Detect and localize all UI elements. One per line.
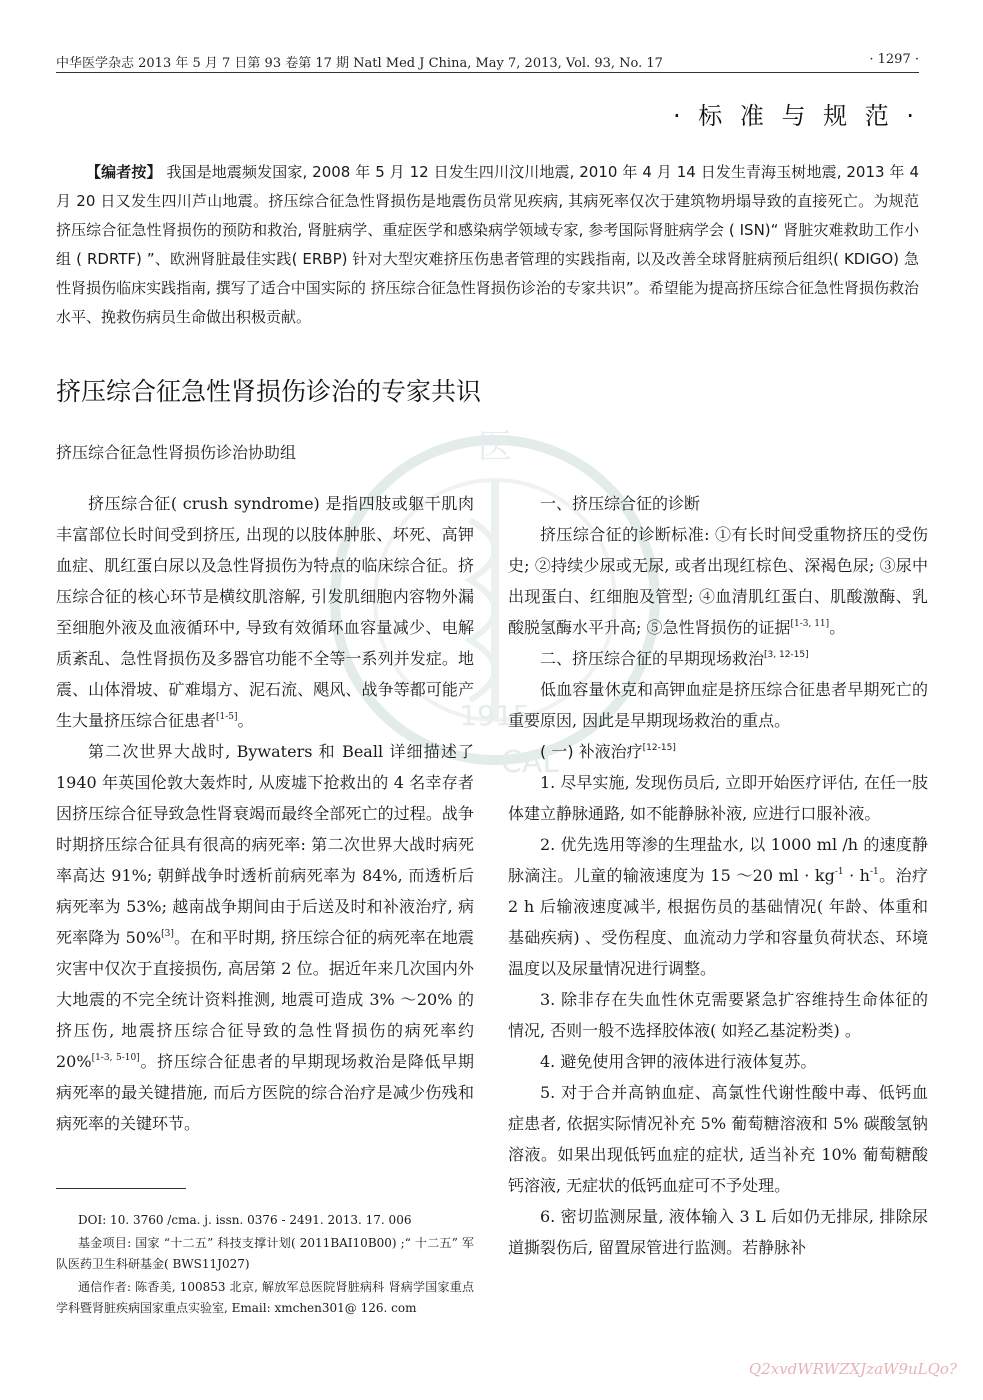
running-header	[56, 50, 919, 74]
diagnosis-criteria: 挤压综合征的诊断标准: ①有长时间受重物挤压的受伤史; ②持续少尿或无尿, 或者出现红棕色、深褐色尿; ③尿中出现蛋白、红细胞及管型; ④血清肌红蛋白、肌酸激酶、乳酸脱氢酶水平升高; ⑤急性肾损伤的证据[1-3, 11]。	[508, 525, 928, 637]
list-item: 5. 对于合并高钠血症、高氯性代谢性酸中毒、低钙血症患者, 依据实际情况补充 5% 葡萄糖溶液和 5% 碳酸氢钠溶液。如果出现低钙血症的症状, 适当补充 10% 葡萄糖酸钙溶液, 无症状的低钙血症可不予处理。	[508, 1083, 928, 1195]
section-heading-diagnosis: 一、挤压综合征的诊断	[540, 494, 701, 513]
section-heading-early-rescue: 二、挤压综合征的早期现场救治[3, 12-15]	[540, 649, 809, 668]
svg-text:CAL: CAL	[500, 745, 560, 780]
footnote-divider	[56, 1188, 186, 1189]
funding-note: 基金项目: 国家 “十二五” 科技支撑计划( 2011BAI10B00) ;“ 十二五” 军队医药卫生科研基金( BWS11J027)	[56, 1236, 474, 1271]
shock-paragraph: 低血容量休克和高钾血症是挤压综合征患者早期死亡的重要原因, 因此是早期现场救治的重点。	[508, 680, 928, 730]
svg-text:1915: 1915	[459, 699, 531, 732]
list-item: 1. 尽早实施, 发现伤员后, 立即开始医疗评估, 在任一肢体建立静脉通路, 如不能静脉补液, 应进行口服补液。	[508, 773, 928, 823]
history-paragraph: 第二次世界大战时, Bywaters 和 Beall 详细描述了 1940 年英国伦敦大轰炸时, 从废墟下抢救出的 4 名幸存者因挤压综合征导致急性肾衰竭而最终全部死亡的过程。战争时期挤压综合征具有很高的病死率: 第二次世界大战时病死率高达 91%; 朝鲜战争时透析前病死率为 84%, 而透析后病死率为 53%; 越南战争期间由于后送及时和补液治疗, 病死率降为 50%[3]。在和平时期, 挤压综合征的病死率在地震灾害中仅次于直接损伤, 高居第 2 位。据近年来几次国内外大地震的不完全统计资料推测, 地震可造成 3% ～20% 的挤压伤, 地震挤压综合征导致的急性肾损伤的病死率约 20%[1-3, 5-10]。挤压综合征患者的早期现场救治是降低早期病死率的最关键措施, 而后方医院的综合治疗是减少伤残和病死率的关键环节。	[56, 742, 474, 1133]
citation-ref: [3, 12-15]	[764, 650, 809, 660]
editor-note-text: 我国是地震频发国家, 2008 年 5 月 12 日发生四川汶川地震, 2010 年 4 月 14 日发生青海玉树地震, 2013 年 4 月 20 日又发生四川芦山地震。挤压综合征急性肾损伤是地震伤员常见疾病, 其病死率仅次于建筑物坍塌导致的直接死亡。为规范挤压综合征急性肾损伤的预防和救治, 肾脏病学、重症医学和感染病学领域专家, 参考国际肾脏病学会 ( ISN)“ 肾脏灾难救助工作小组 ( RDRTF) ”、欧洲肾脏最佳实践( ERBP) 针对大型灾难挤压伤患者管理的实践指南, 以及改善全球肾脏病预后组织( KDIGO) 急性肾损伤临床实践指南, 撰写了适合中国实际的 挤压综合征急性肾损伤诊治的专家共识”。希望能为提高挤压综合征急性肾损伤救治水平、挽救伤病员生命做出积极贡献。	[56, 163, 919, 326]
document-code: Q2xvdWRWZXJzaW9uLQo?	[748, 1360, 957, 1378]
citation-ref: [12-15]	[642, 743, 676, 753]
correspondence-note: 通信作者: 陈香美, 100853 北京, 解放军总医院肾脏病科 肾病学国家重点学科暨肾脏疾病国家重点实验室, Email: xmchen301@ 126. com	[56, 1280, 474, 1315]
list-item: 3. 除非存在失血性休克需要紧急扩容维持生命体征的情况, 否则一般不选择胶体液( 如羟乙基淀粉类) 。	[508, 990, 928, 1040]
citation-ref: [3]	[161, 929, 174, 939]
subsection-heading-fluid: ( 一) 补液治疗[12-15]	[540, 742, 676, 761]
doi-note: DOI: 10. 3760 /cma. j. issn. 0376 - 2491. 2013. 17. 006	[78, 1213, 412, 1227]
footnotes	[56, 1210, 474, 1321]
citation-ref: [1-3, 11]	[790, 619, 830, 629]
list-item: 6. 密切监测尿量, 液体输入 3 L 后如仍无排尿, 排除尿道撕裂伤后, 留置尿管进行监测。若静脉补	[508, 1207, 928, 1257]
citation-ref: [1-5]	[216, 712, 238, 722]
section-tag: · 标 准 与 规 范 ·	[672, 102, 919, 130]
list-item: 2. 优先选用等渗的生理盐水, 以 1000 ml /h 的速度静脉滴注。儿童的输液速度为 15 ～20 ml · $kg^{-1} \cdot h^{-1}$。治疗 2 h 后输液速度减半, 根据伤员的基础情况( 年龄、体重和基础疾病) 、受伤程度、血流动力学和容量负荷状态、环境温度以及尿量情况进行调整。	[508, 835, 928, 978]
page-number: · 1297 ·	[869, 52, 919, 67]
list-item: 4. 避免使用含钾的液体进行液体复苏。	[540, 1052, 817, 1071]
svg-text:医: 医	[478, 427, 512, 467]
editor-note-label: 【编者按】	[86, 163, 162, 181]
header-divider	[56, 72, 919, 73]
intro-paragraph: 挤压综合征( crush syndrome) 是指四肢或躯干肌肉丰富部位长时间受到挤压, 出现的以肢体肿胀、坏死、高钾血症、肌红蛋白尿以及急性肾损伤为特点的临床综合征。挤压综合征的核心环节是横纹肌溶解, 引发肌细胞内容物外漏至细胞外液及血液循环中, 导致有效循环血容量减少、电解质紊乱、急性肾损伤及多器官功能不全等一系列并发症。地震、山体滑坡、矿难塌方、泥石流、飓风、战争等都可能产生大量挤压综合征患者[1-5]。	[56, 494, 474, 730]
article-title: 挤压综合征急性肾损伤诊治的专家共识	[56, 377, 482, 406]
left-column	[56, 488, 474, 1139]
author-group: 挤压综合征急性肾损伤诊治协助组	[56, 443, 297, 462]
editor-note	[56, 158, 919, 332]
journal-citation: 中华医学杂志 2013 年 5 月 7 日第 93 卷第 17 期 Natl Med J China, May 7, 2013, Vol. 93, No. 17	[56, 56, 663, 71]
right-column	[508, 488, 928, 1263]
citation-ref: [1-3, 5-10]	[91, 1053, 140, 1063]
